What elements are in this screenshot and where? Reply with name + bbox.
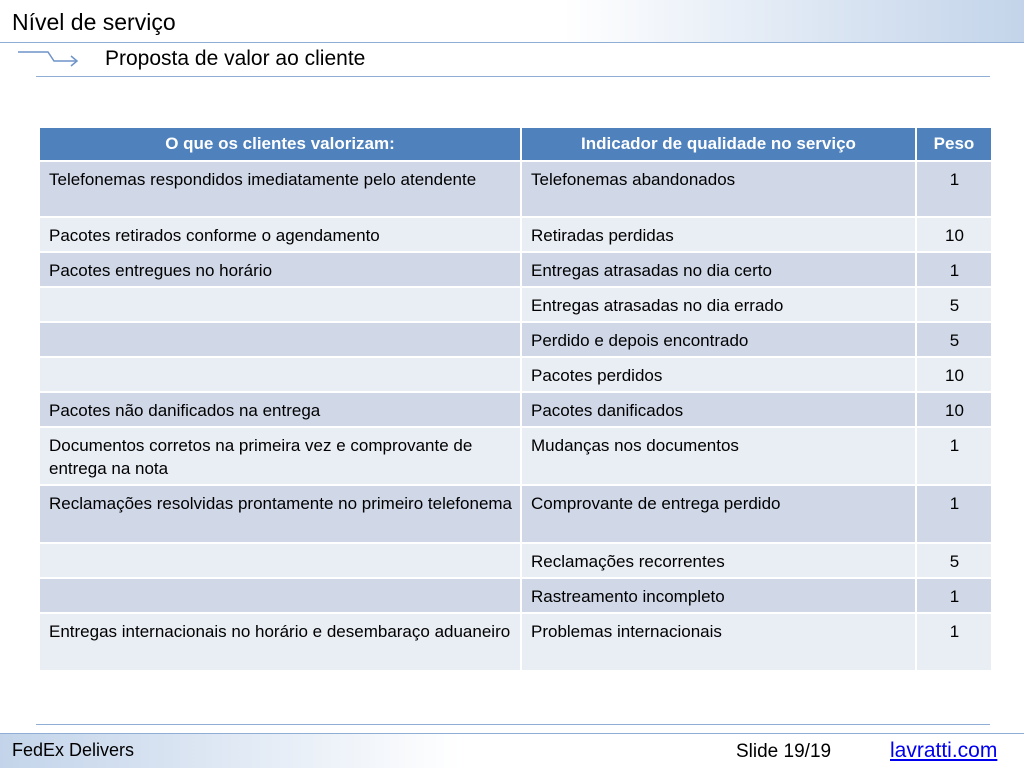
table-row: [39, 392, 992, 427]
table-row: [39, 217, 992, 252]
table-row: [39, 161, 992, 217]
cell-weight: 5: [916, 287, 992, 322]
cell-weight: 1: [916, 427, 992, 485]
cell-weight: 5: [916, 322, 992, 357]
cell-value: Reclamações resolvidas prontamente no primeiro telefonema: [39, 485, 521, 543]
cell-indicator: Pacotes danificados: [521, 392, 916, 427]
cell-value: [39, 578, 521, 613]
table-row: [39, 543, 992, 578]
footer-band: [0, 734, 1024, 768]
arrow-icon: [18, 48, 80, 68]
table-row: [39, 578, 992, 613]
cell-indicator: Perdido e depois encontrado: [521, 322, 916, 357]
cell-weight: 10: [916, 217, 992, 252]
cell-indicator: Pacotes perdidos: [521, 357, 916, 392]
cell-weight: 1: [916, 485, 992, 543]
cell-value: [39, 287, 521, 322]
slide-number: Slide 19/19: [736, 741, 832, 762]
service-level-table: [38, 126, 993, 672]
table-row: [39, 357, 992, 392]
table-header-row: [39, 127, 992, 161]
cell-value: Pacotes retirados conforme o agendamento: [39, 217, 521, 252]
footer-rule: [36, 724, 990, 725]
table-row: [39, 322, 992, 357]
slide-title: Nível de serviço: [12, 9, 176, 35]
subtitle-rule: [36, 76, 990, 77]
footer-link[interactable]: lavratti.com: [890, 739, 998, 762]
cell-value: [39, 357, 521, 392]
table-row: [39, 252, 992, 287]
cell-indicator: Problemas internacionais: [521, 613, 916, 671]
cell-indicator: Retiradas perdidas: [521, 217, 916, 252]
cell-indicator: Rastreamento incompleto: [521, 578, 916, 613]
cell-weight: 1: [916, 161, 992, 217]
cell-weight: 1: [916, 252, 992, 287]
cell-value: Telefonemas respondidos imediatamente pelo atendente: [39, 161, 521, 217]
cell-indicator: Telefonemas abandonados: [521, 161, 916, 217]
cell-value: Pacotes entregues no horário: [39, 252, 521, 287]
cell-value: Documentos corretos na primeira vez e comprovante de entrega na nota: [39, 427, 521, 485]
cell-value: Entregas internacionais no horário e desembaraço aduaneiro: [39, 613, 521, 671]
cell-weight: 10: [916, 357, 992, 392]
cell-indicator: Entregas atrasadas no dia errado: [521, 287, 916, 322]
column-header-values: O que os clientes valorizam:: [39, 127, 521, 161]
cell-weight: 1: [916, 578, 992, 613]
cell-indicator: Mudanças nos documentos: [521, 427, 916, 485]
cell-indicator: Entregas atrasadas no dia certo: [521, 252, 916, 287]
table-row: [39, 613, 992, 671]
slide-subtitle: Proposta de valor ao cliente: [105, 47, 366, 70]
cell-weight: 1: [916, 613, 992, 671]
cell-value: Pacotes não danificados na entrega: [39, 392, 521, 427]
cell-value: [39, 322, 521, 357]
service-table: [38, 126, 991, 672]
cell-weight: 10: [916, 392, 992, 427]
title-rule: [0, 42, 1024, 43]
cell-weight: 5: [916, 543, 992, 578]
footer-title: FedEx Delivers: [12, 740, 135, 760]
column-header-indicator: Indicador de qualidade no serviço: [521, 127, 916, 161]
cell-indicator: Comprovante de entrega perdido: [521, 485, 916, 543]
table-row: [39, 427, 992, 485]
table-row: [39, 287, 992, 322]
cell-indicator: Reclamações recorrentes: [521, 543, 916, 578]
table-row: [39, 485, 992, 543]
column-header-weight: Peso: [916, 127, 992, 161]
cell-value: [39, 543, 521, 578]
